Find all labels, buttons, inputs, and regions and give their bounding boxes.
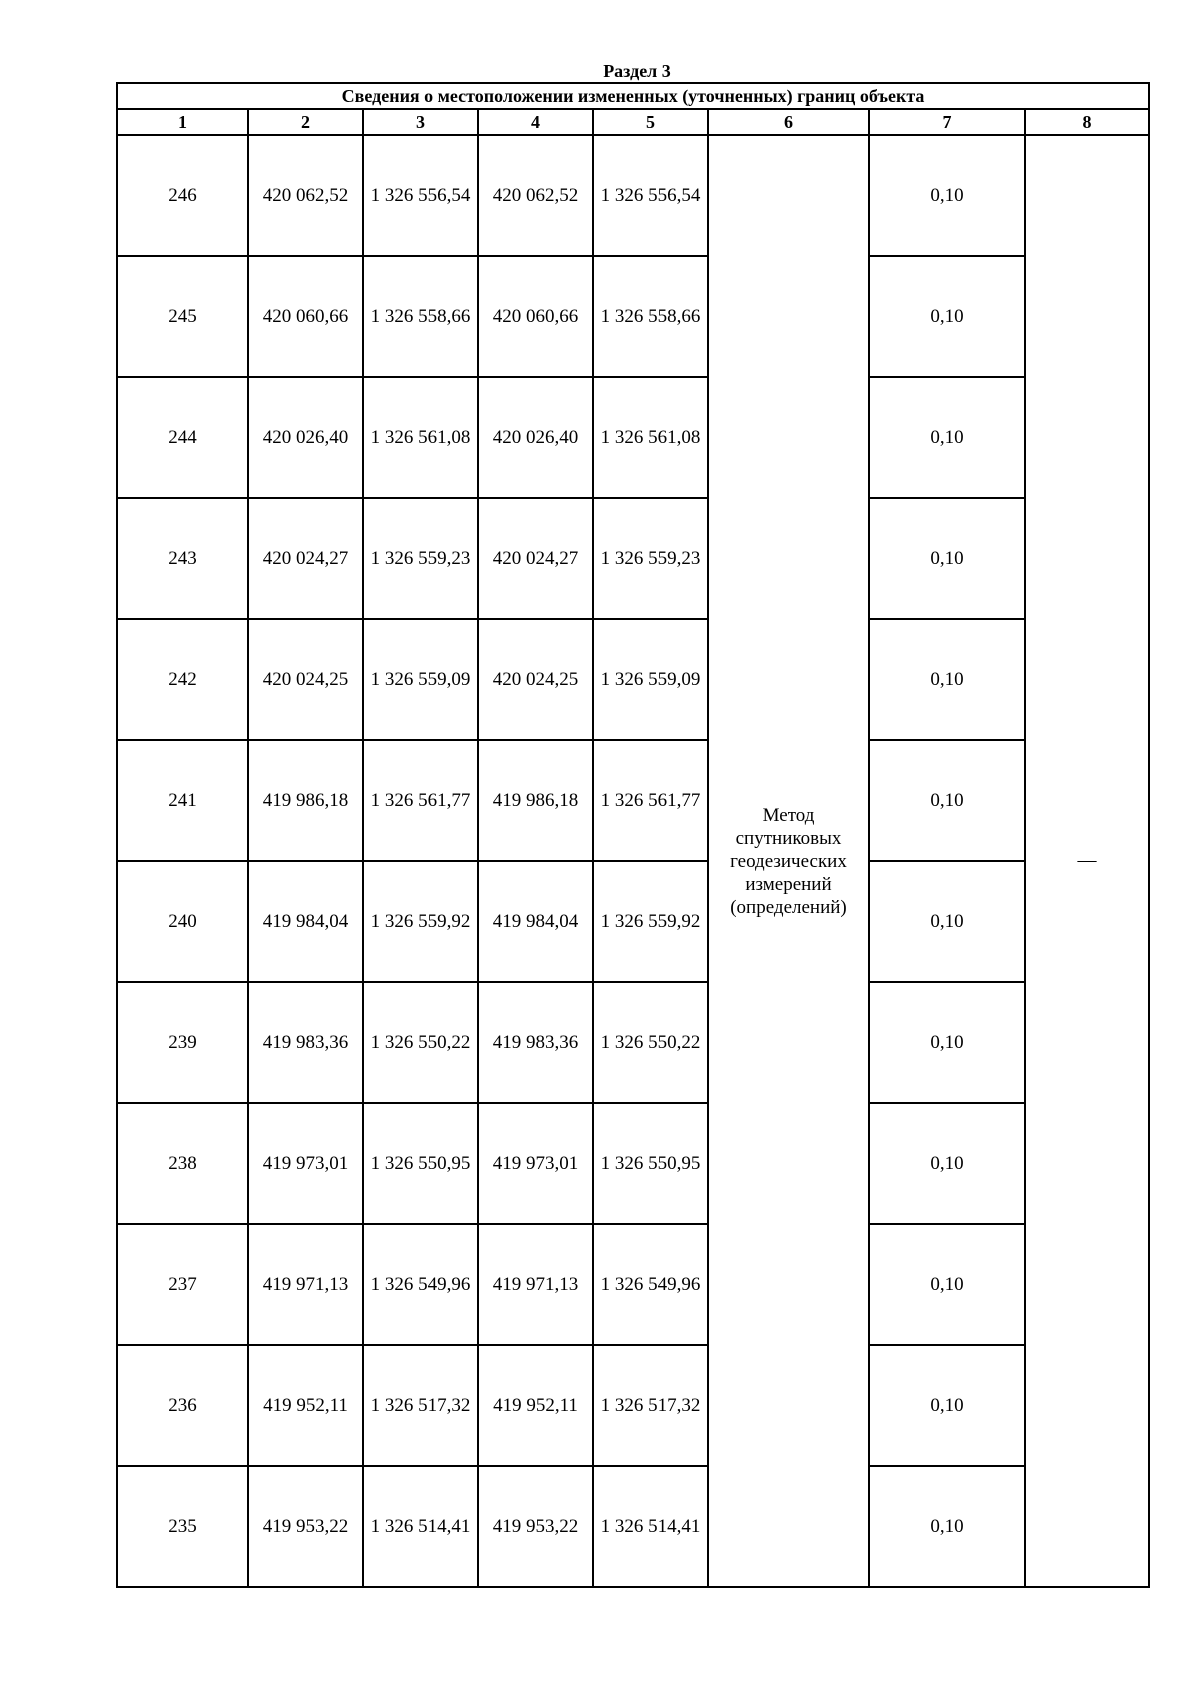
table-row bbox=[117, 1103, 1149, 1224]
y-existing-cell: 1 326 559,92 bbox=[363, 861, 478, 982]
y-refined-cell: 1 326 550,95 bbox=[593, 1103, 708, 1224]
x-existing-cell: 420 024,25 bbox=[248, 619, 363, 740]
accuracy-cell: 0,10 bbox=[869, 377, 1025, 498]
y-existing-cell: 1 326 549,96 bbox=[363, 1224, 478, 1345]
column-number: 6 bbox=[708, 109, 869, 135]
method-line: измерений bbox=[745, 873, 832, 895]
section-title: Раздел 3 bbox=[603, 61, 671, 81]
x-refined-cell: 419 952,11 bbox=[478, 1345, 593, 1466]
point-number-cell: 236 bbox=[117, 1345, 248, 1466]
y-refined-cell: 1 326 561,08 bbox=[593, 377, 708, 498]
x-existing-cell: 419 986,18 bbox=[248, 740, 363, 861]
y-refined-cell: 1 326 517,32 bbox=[593, 1345, 708, 1466]
table-title: Сведения о местоположении измененных (уточненных) границ объекта bbox=[117, 83, 1149, 109]
method-line: спутниковых bbox=[735, 827, 842, 849]
y-existing-cell: 1 326 550,22 bbox=[363, 982, 478, 1103]
column-number: 8 bbox=[1025, 109, 1149, 135]
column-number: 3 bbox=[363, 109, 478, 135]
column-number: 4 bbox=[478, 109, 593, 135]
y-existing-cell: 1 326 559,23 bbox=[363, 498, 478, 619]
table-row bbox=[117, 1466, 1149, 1587]
accuracy-cell: 0,10 bbox=[869, 256, 1025, 377]
x-refined-cell: 419 971,13 bbox=[478, 1224, 593, 1345]
point-number-cell: 235 bbox=[117, 1466, 248, 1587]
accuracy-cell: 0,10 bbox=[869, 1466, 1025, 1587]
column-number: 1 bbox=[117, 109, 248, 135]
table-row bbox=[117, 982, 1149, 1103]
table-row bbox=[117, 498, 1149, 619]
column-number: 7 bbox=[869, 109, 1025, 135]
point-number-cell: 243 bbox=[117, 498, 248, 619]
point-number-cell: 239 bbox=[117, 982, 248, 1103]
x-refined-cell: 419 953,22 bbox=[478, 1466, 593, 1587]
table-row bbox=[117, 1345, 1149, 1466]
x-refined-cell: 420 060,66 bbox=[478, 256, 593, 377]
x-existing-cell: 419 983,36 bbox=[248, 982, 363, 1103]
table-row bbox=[117, 619, 1149, 740]
point-number-cell: 240 bbox=[117, 861, 248, 982]
x-existing-cell: 420 060,66 bbox=[248, 256, 363, 377]
table-body bbox=[117, 135, 1149, 1587]
accuracy-cell: 0,10 bbox=[869, 861, 1025, 982]
x-refined-cell: 420 026,40 bbox=[478, 377, 593, 498]
y-refined-cell: 1 326 514,41 bbox=[593, 1466, 708, 1587]
y-refined-cell: 1 326 559,23 bbox=[593, 498, 708, 619]
x-refined-cell: 420 062,52 bbox=[478, 135, 593, 256]
method-line: Метод bbox=[762, 804, 815, 826]
y-refined-cell: 1 326 556,54 bbox=[593, 135, 708, 256]
accuracy-cell: 0,10 bbox=[869, 1103, 1025, 1224]
point-number-cell: 245 bbox=[117, 256, 248, 377]
table-row bbox=[117, 256, 1149, 377]
y-existing-cell: 1 326 556,54 bbox=[363, 135, 478, 256]
table-row bbox=[117, 135, 1149, 256]
y-existing-cell: 1 326 559,09 bbox=[363, 619, 478, 740]
x-existing-cell: 420 062,52 bbox=[248, 135, 363, 256]
x-existing-cell: 419 953,22 bbox=[248, 1466, 363, 1587]
accuracy-cell: 0,10 bbox=[869, 135, 1025, 256]
accuracy-cell: 0,10 bbox=[869, 1224, 1025, 1345]
x-existing-cell: 420 024,27 bbox=[248, 498, 363, 619]
y-existing-cell: 1 326 558,66 bbox=[363, 256, 478, 377]
accuracy-cell: 0,10 bbox=[869, 498, 1025, 619]
y-refined-cell: 1 326 549,96 bbox=[593, 1224, 708, 1345]
column-number: 2 bbox=[248, 109, 363, 135]
x-refined-cell: 419 983,36 bbox=[478, 982, 593, 1103]
y-refined-cell: 1 326 558,66 bbox=[593, 256, 708, 377]
table-row bbox=[117, 1224, 1149, 1345]
point-number-cell: 238 bbox=[117, 1103, 248, 1224]
y-existing-cell: 1 326 550,95 bbox=[363, 1103, 478, 1224]
x-existing-cell: 419 984,04 bbox=[248, 861, 363, 982]
x-existing-cell: 420 026,40 bbox=[248, 377, 363, 498]
method-line: геодезических bbox=[730, 850, 847, 872]
y-refined-cell: 1 326 559,09 bbox=[593, 619, 708, 740]
y-existing-cell: 1 326 514,41 bbox=[363, 1466, 478, 1587]
table-row bbox=[117, 861, 1149, 982]
boundary-coordinates-table bbox=[116, 82, 1150, 1588]
point-number-cell: 241 bbox=[117, 740, 248, 861]
y-refined-cell: 1 326 559,92 bbox=[593, 861, 708, 982]
x-existing-cell: 419 971,13 bbox=[248, 1224, 363, 1345]
x-refined-cell: 419 973,01 bbox=[478, 1103, 593, 1224]
table-row bbox=[117, 377, 1149, 498]
table-row bbox=[117, 740, 1149, 861]
y-refined-cell: 1 326 550,22 bbox=[593, 982, 708, 1103]
y-existing-cell: 1 326 517,32 bbox=[363, 1345, 478, 1466]
x-existing-cell: 419 952,11 bbox=[248, 1345, 363, 1466]
point-number-cell: 242 bbox=[117, 619, 248, 740]
accuracy-cell: 0,10 bbox=[869, 982, 1025, 1103]
accuracy-cell: 0,10 bbox=[869, 619, 1025, 740]
accuracy-cell: 0,10 bbox=[869, 740, 1025, 861]
method-line: (определений) bbox=[730, 896, 847, 918]
x-refined-cell: 420 024,27 bbox=[478, 498, 593, 619]
y-existing-cell: 1 326 561,77 bbox=[363, 740, 478, 861]
point-number-cell: 237 bbox=[117, 1224, 248, 1345]
method-cell bbox=[708, 135, 869, 1587]
x-refined-cell: 419 986,18 bbox=[478, 740, 593, 861]
point-number-cell: 246 bbox=[117, 135, 248, 256]
note-cell: — bbox=[1025, 135, 1149, 1587]
accuracy-cell: 0,10 bbox=[869, 1345, 1025, 1466]
x-refined-cell: 420 024,25 bbox=[478, 619, 593, 740]
y-existing-cell: 1 326 561,08 bbox=[363, 377, 478, 498]
y-refined-cell: 1 326 561,77 bbox=[593, 740, 708, 861]
x-existing-cell: 419 973,01 bbox=[248, 1103, 363, 1224]
column-number: 5 bbox=[593, 109, 708, 135]
x-refined-cell: 419 984,04 bbox=[478, 861, 593, 982]
point-number-cell: 244 bbox=[117, 377, 248, 498]
